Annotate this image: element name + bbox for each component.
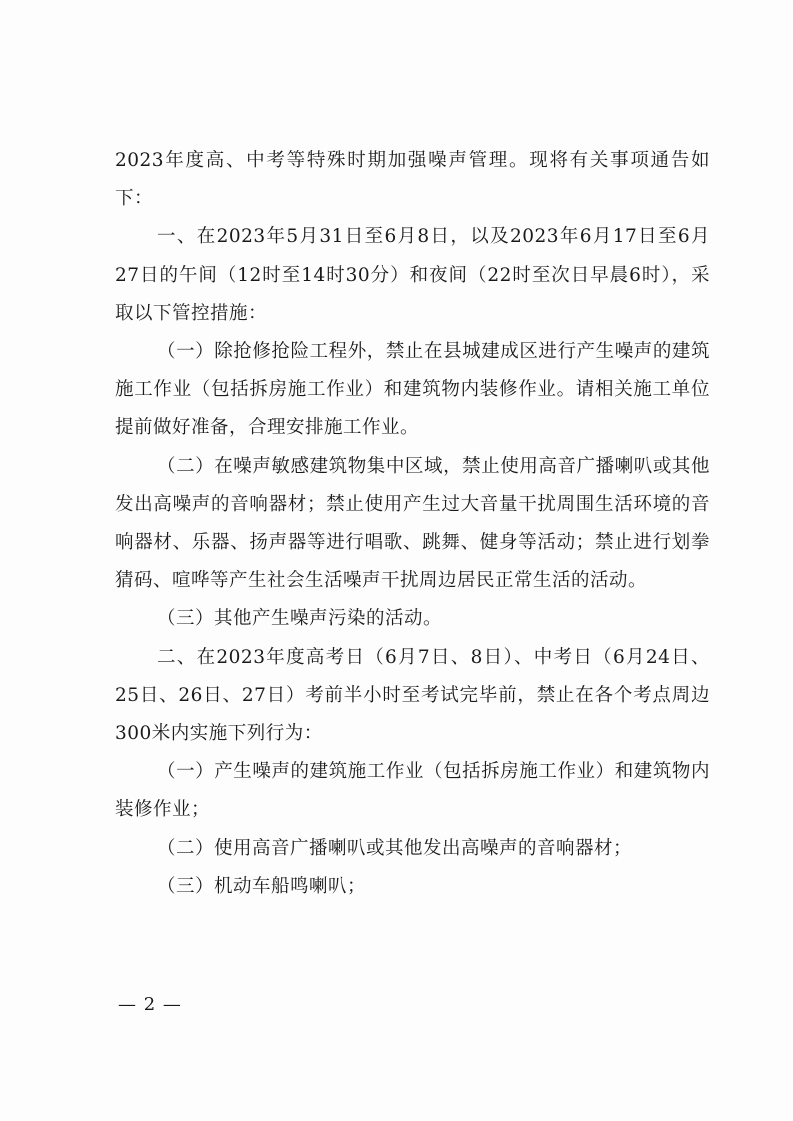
page-number: — 2 — bbox=[118, 994, 182, 1015]
paragraph-section-two: 二、在2023年度高考日（6月7日、8日）、中考日（6月24日、25日、26日、27日）考前半小时至考试完毕前，禁止在各个考点周边300米内实施下列行为： bbox=[115, 646, 710, 745]
paragraph-intro: 2023年度高、中考等特殊时期加强噪声管理。现将有关事项通告如下： bbox=[115, 150, 710, 210]
paragraph-section-one: 一、在2023年5月31日至6月8日，以及2023年6月17日至6月27日的午间（12时至14时30分）和夜间（22时至次日早晨6时），采取以下管控措施： bbox=[115, 226, 710, 324]
paragraph-section-one-item-1: （一）除抢修抢险工程外，禁止在县城建成区进行产生噪声的建筑施工作业（包括拆房施工作业）和建筑物内装修作业。请相关施工单位提前做好准备，合理安排施工作业。 bbox=[115, 341, 710, 439]
paragraph-section-two-item-3: （三）机动车船鸣喇叭； bbox=[157, 875, 367, 897]
paragraph-section-two-item-2: （二）使用高音广播喇叭或其他发出高噪声的音响器材； bbox=[157, 837, 633, 859]
paragraph-section-two-item-1: （一）产生噪声的建筑施工作业（包括拆房施工作业）和建筑物内装修作业； bbox=[115, 761, 710, 821]
document-body bbox=[115, 142, 710, 906]
paragraph-section-one-item-3: （三）其他产生噪声污染的活动。 bbox=[157, 608, 443, 630]
paragraph-section-one-item-2: （二）在噪声敏感建筑物集中区域，禁止使用高音广播喇叭或其他发出高噪声的音响器材；禁止使用产生过大音量干扰周围生活环境的音响器材、乐器、扬声器等进行唱歌、跳舞、健身等活动；禁止进行划拳猜码、喧哗等产生社会生活噪声干扰周边居民正常生活的活动。 bbox=[115, 455, 710, 592]
